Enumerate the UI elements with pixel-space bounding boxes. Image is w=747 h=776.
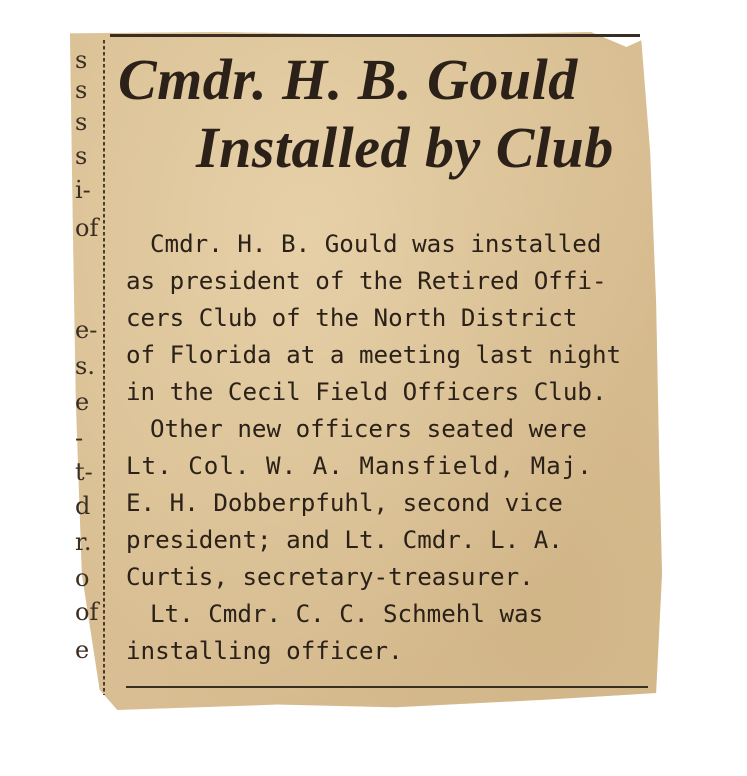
fragment-text: r. [75, 528, 92, 556]
fragment-text: s [75, 108, 88, 136]
article-line: Cmdr. H. B. Gould was installed [150, 230, 602, 258]
bottom-rule [126, 686, 648, 688]
article-line: of Florida at a meeting last night [126, 341, 622, 369]
fragment-text: - [75, 424, 84, 452]
fragment-text: d [75, 492, 91, 520]
adjacent-column-fragment [75, 48, 105, 688]
fragment-text: s [75, 76, 88, 104]
fragment-text: e [75, 388, 90, 416]
article-line: in the Cecil Field Officers Club. [126, 378, 607, 406]
article-line: Curtis, secretary-treasurer. [126, 563, 534, 591]
fragment-text: t- [75, 458, 93, 486]
article-line: E. H. Dobberpfuhl, second vice [126, 489, 563, 517]
article-body [126, 226, 646, 670]
fragment-text: o [75, 564, 90, 592]
column-divider [103, 40, 105, 695]
article-line: Other new officers seated were [150, 415, 587, 443]
fragment-text: i- [75, 176, 91, 204]
article-line: Lt. Cmdr. C. C. Schmehl was [150, 600, 544, 628]
headline-line-2: Installed by Club [196, 115, 614, 180]
fragment-text: of [75, 214, 99, 242]
article-line: installing officer. [126, 637, 403, 665]
fragment-text: e [75, 636, 90, 664]
top-rule [110, 34, 640, 37]
article-line: as president of the Retired Offi- [126, 267, 607, 295]
article-line: cers Club of the North District [126, 304, 578, 332]
fragment-text: of [75, 598, 99, 626]
fragment-text: s. [75, 352, 95, 380]
article-line: Lt. Col. W. A. Mansfield, Maj. [126, 452, 593, 480]
fragment-text: s [75, 142, 88, 170]
fragment-text: e- [75, 316, 98, 344]
headline-line-1: Cmdr. H. B. Gould [118, 47, 578, 112]
fragment-text: s [75, 46, 88, 74]
article-line: president; and Lt. Cmdr. L. A. [126, 526, 563, 554]
